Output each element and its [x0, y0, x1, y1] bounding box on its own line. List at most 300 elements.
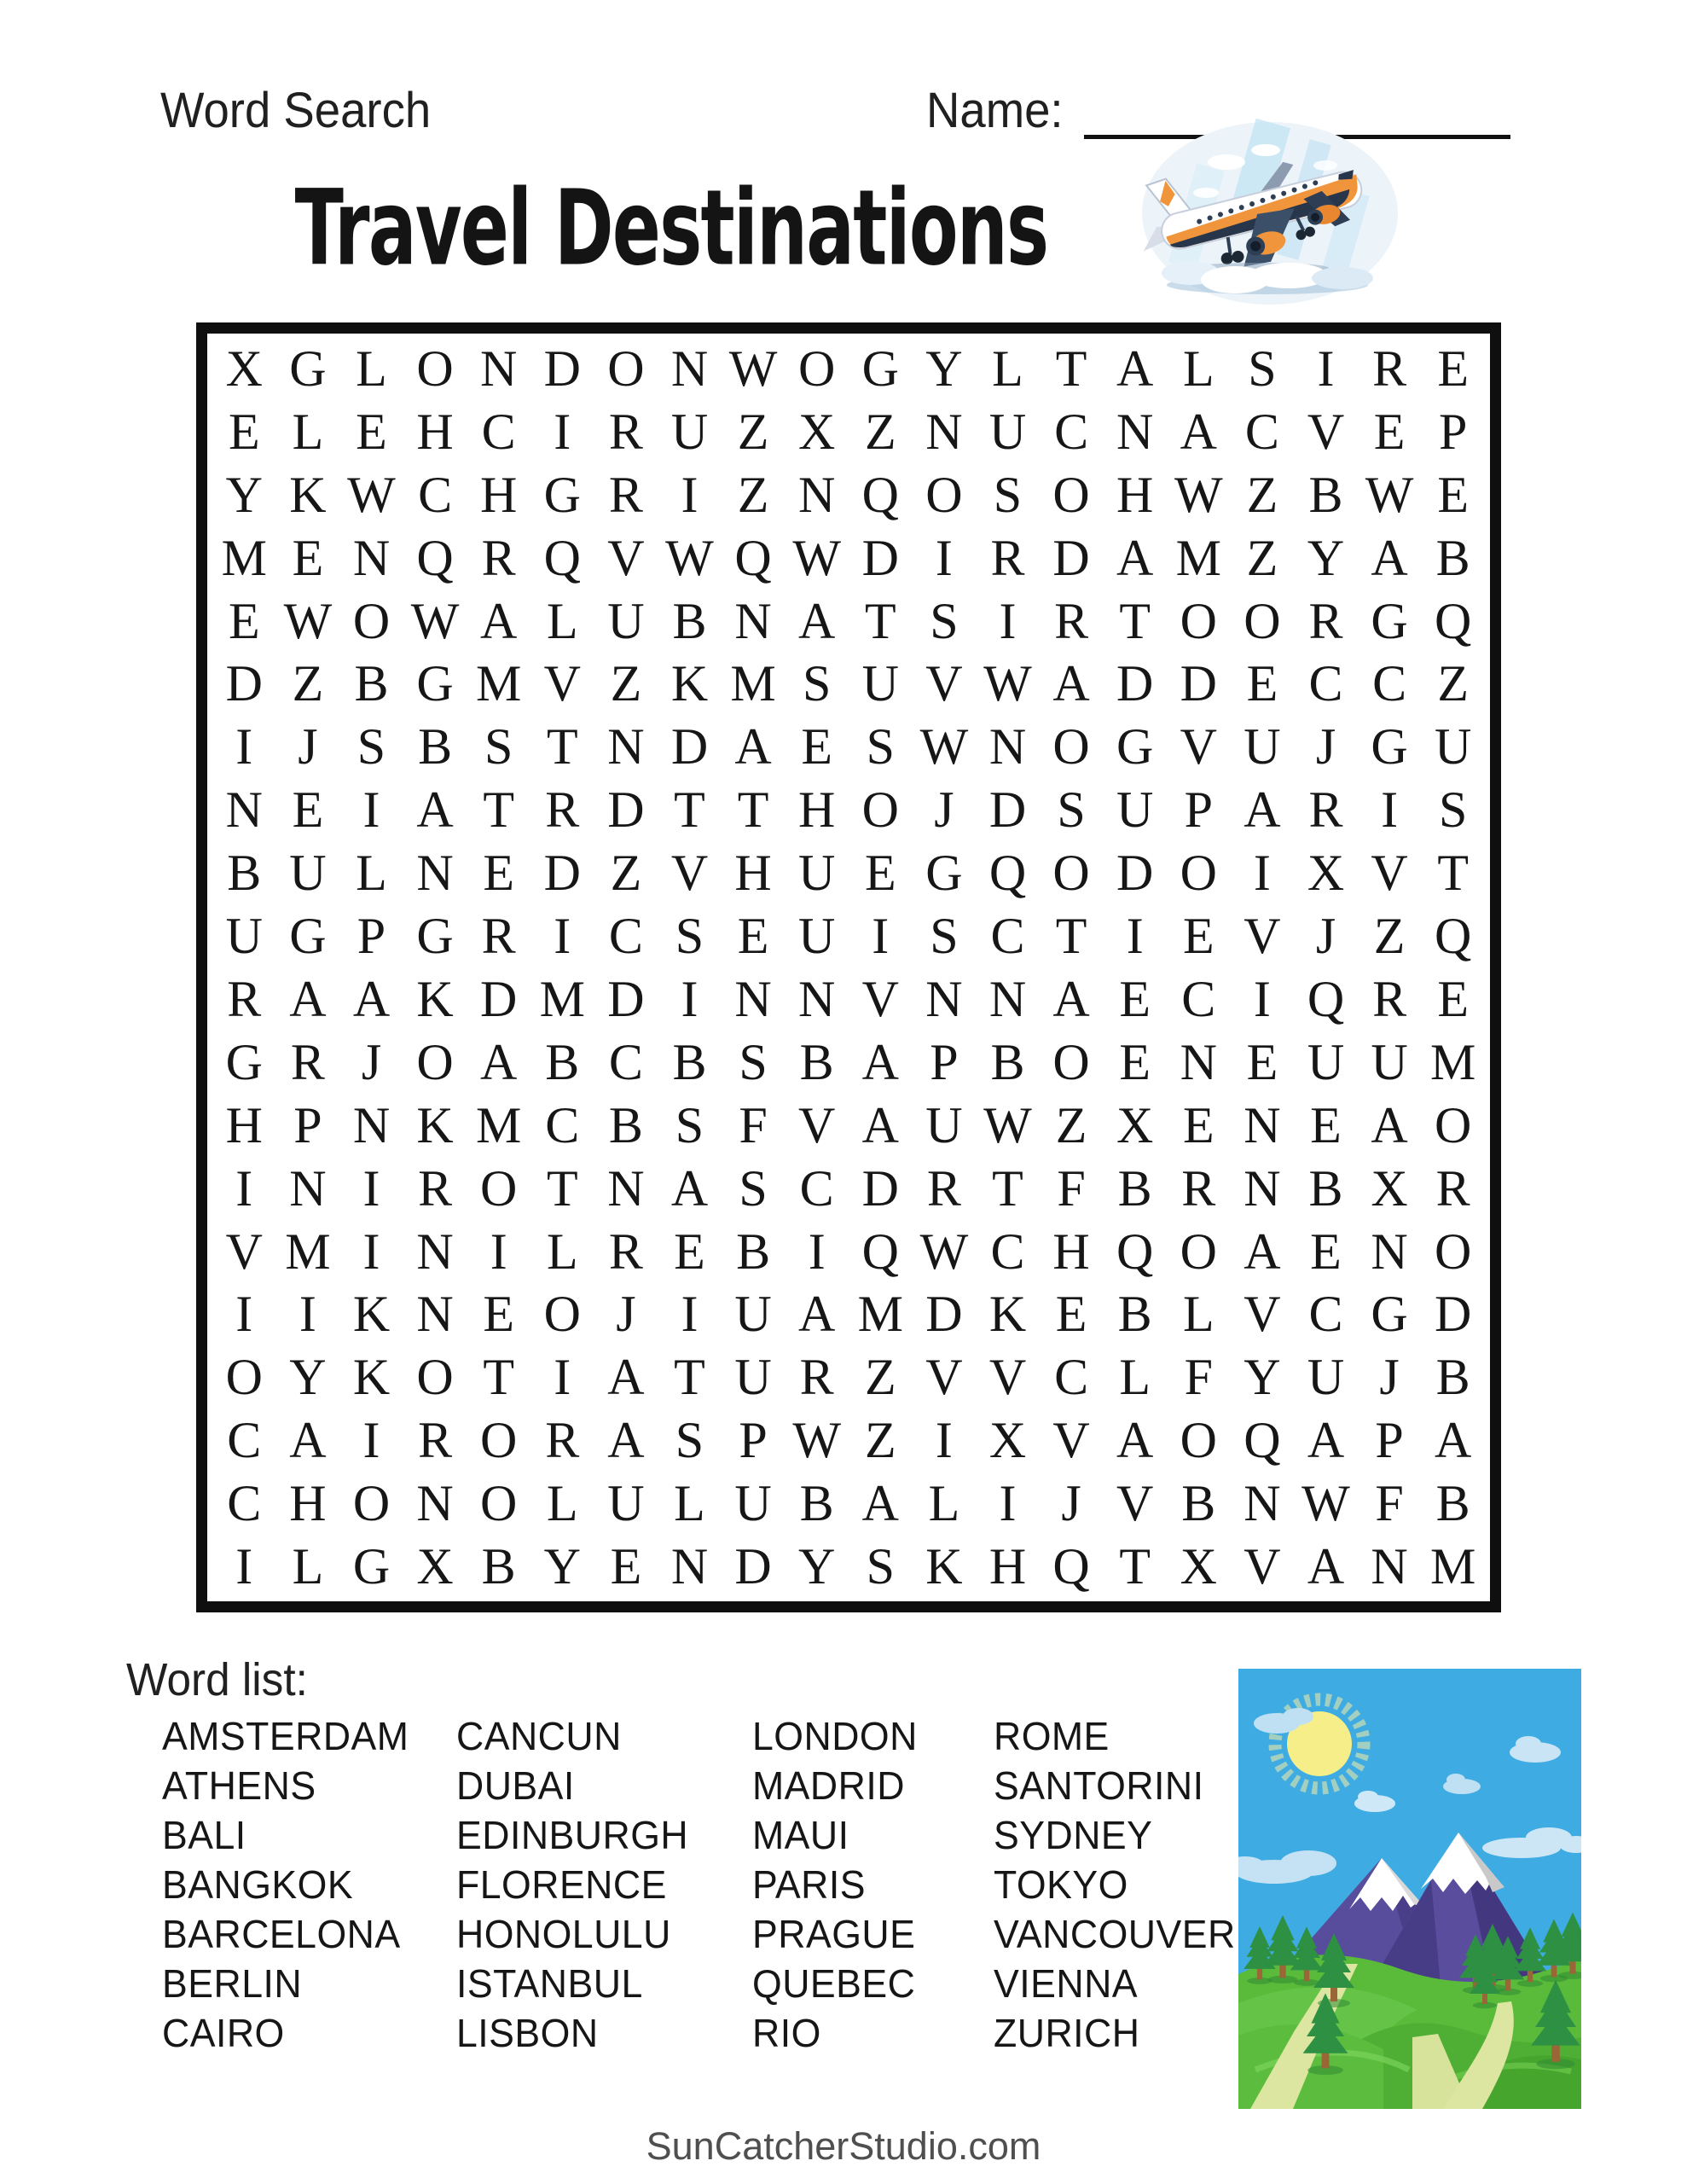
grid-cell: F	[1375, 1475, 1404, 1532]
grid-cell: O	[607, 340, 645, 397]
grid-cell: A	[1435, 1412, 1472, 1469]
grid-cell: A	[798, 592, 836, 649]
grid-cell: A	[480, 592, 518, 649]
grid-cell: T	[1055, 908, 1087, 965]
grid-cell: E	[1182, 908, 1215, 965]
grid-cell: M	[1175, 529, 1221, 586]
grid-cell: I	[235, 1159, 253, 1217]
grid-cell: O	[1435, 1223, 1472, 1280]
grid-cell: E	[1119, 1033, 1151, 1090]
grid-cell: E	[292, 529, 324, 586]
grid-cell: K	[352, 1286, 391, 1343]
grid-cell: K	[352, 1349, 391, 1406]
grid-cell: V	[543, 655, 581, 712]
grid-cell: S	[803, 655, 832, 712]
grid-cell: S	[675, 1412, 704, 1469]
grid-cell: N	[1371, 1223, 1408, 1280]
name-label: Name:	[926, 83, 1064, 138]
grid-cell: L	[674, 1475, 705, 1532]
grid-cell: R	[608, 403, 643, 460]
grid-cell: R	[1181, 1159, 1216, 1217]
grid-cell: G	[861, 340, 899, 397]
grid-cell: U	[798, 908, 836, 965]
grid-cell: C	[990, 908, 1025, 965]
grid-cell: O	[861, 781, 899, 839]
grid-cell: V	[1244, 908, 1281, 965]
grid-cell: M	[285, 1223, 331, 1280]
grid-cell: N	[734, 592, 772, 649]
grid-cell: T	[1119, 592, 1151, 649]
grid-cell: Y	[1244, 1349, 1281, 1406]
grid-cell: R	[1054, 592, 1089, 649]
word-list-item: MAUI	[752, 1813, 849, 1857]
grid-cell: H	[416, 403, 454, 460]
grid-cell: H	[734, 845, 772, 902]
grid-cell: L	[356, 845, 387, 902]
grid-cell: B	[1117, 1286, 1152, 1343]
grid-cell: E	[228, 403, 260, 460]
grid-cell: I	[299, 1286, 316, 1343]
grid-cell: Z	[1246, 466, 1278, 523]
grid-cell: T	[546, 1159, 578, 1217]
grid-cell: Q	[861, 1223, 899, 1280]
grid-cell: Z	[864, 403, 896, 460]
grid-cell: R	[545, 781, 580, 839]
grid-cell: K	[670, 655, 709, 712]
grid-cell: I	[235, 1286, 253, 1343]
grid-cell: A	[352, 970, 391, 1027]
grid-cell: I	[999, 1475, 1017, 1532]
word-list-item: BALI	[162, 1813, 246, 1857]
grid-cell: Z	[737, 466, 769, 523]
grid-cell: A	[416, 781, 454, 839]
grid-cell: I	[808, 1223, 826, 1280]
grid-cell: O	[225, 1349, 263, 1406]
grid-cell: S	[1248, 340, 1277, 397]
word-list-item: CANCUN	[456, 1714, 622, 1758]
grid-cell: V	[1116, 1475, 1154, 1532]
grid-cell: A	[861, 1033, 899, 1090]
grid-cell: A	[1180, 403, 1217, 460]
grid-cell: U	[734, 1286, 772, 1343]
grid-cell: T	[483, 1349, 515, 1406]
grid-cell: B	[608, 1096, 643, 1153]
grid-cell: C	[545, 1096, 580, 1153]
word-list-item: MADRID	[752, 1763, 905, 1808]
grid-cell: L	[292, 403, 324, 460]
word-list-item: LISBON	[456, 2011, 599, 2055]
word-list-item: CAIRO	[162, 2011, 285, 2055]
grid-cell: E	[1310, 1096, 1342, 1153]
grid-cell: A	[1116, 340, 1154, 397]
grid-cell: E	[228, 592, 260, 649]
grid-cell: Z	[1246, 529, 1278, 586]
word-list-column	[162, 1711, 456, 2058]
grid-cell: O	[480, 1159, 518, 1217]
word-list-item: EDINBURGH	[456, 1813, 689, 1857]
grid-cell: O	[1180, 1412, 1217, 1469]
grid-cell: E	[483, 845, 515, 902]
grid-cell: X	[798, 403, 836, 460]
grid-cell: R	[608, 1223, 643, 1280]
grid-cell: T	[864, 592, 896, 649]
grid-cell: O	[543, 1286, 581, 1343]
grid-cell: B	[1181, 1475, 1216, 1532]
word-list-item: VANCOUVER	[994, 1912, 1236, 1956]
grid-cell: W	[410, 592, 460, 649]
grid-cell: W	[1365, 466, 1414, 523]
word-list-item: RIO	[752, 2011, 821, 2055]
grid-cell: E	[1373, 403, 1406, 460]
grid-cell: S	[1439, 781, 1468, 839]
puzzle-title: Travel Destinations	[294, 167, 1048, 289]
grid-cell: I	[554, 403, 571, 460]
grid-cell: A	[1307, 1412, 1345, 1469]
grid-cell: B	[799, 1475, 834, 1532]
grid-cell: H	[289, 1475, 327, 1532]
grid-cell: J	[1315, 908, 1336, 965]
grid-cell: A	[1244, 1223, 1281, 1280]
grid-cell: D	[480, 970, 518, 1027]
grid-cell: F	[739, 1096, 768, 1153]
grid-cell: I	[681, 1286, 699, 1343]
worksheet-type-label: Word Search	[160, 83, 432, 138]
grid-cell: V	[798, 1096, 836, 1153]
word-list-item: ROME	[994, 1714, 1110, 1758]
grid-cell: E	[1119, 970, 1151, 1027]
grid-cell: C	[1372, 655, 1407, 712]
grid-cell: O	[1180, 592, 1217, 649]
grid-cell: Y	[543, 1538, 581, 1595]
grid-cell: W	[792, 529, 841, 586]
grid-cell: D	[861, 529, 899, 586]
grid-cell: E	[292, 781, 324, 839]
grid-cell: Q	[416, 529, 454, 586]
grid-cell: Y	[225, 466, 263, 523]
grid-cell: D	[225, 655, 263, 712]
grid-cell: G	[925, 845, 963, 902]
grid-cell: O	[416, 1033, 454, 1090]
word-list-item: HONOLULU	[456, 1912, 671, 1956]
grid-cell: B	[481, 1538, 516, 1595]
grid-cell: U	[670, 403, 709, 460]
word-list-item: SYDNEY	[994, 1813, 1153, 1857]
grid-cell: R	[1372, 340, 1407, 397]
grid-cell: N	[670, 1538, 709, 1595]
grid-cell: P	[357, 908, 386, 965]
grid-cell: Q	[1435, 592, 1472, 649]
grid-cell: T	[674, 1349, 705, 1406]
grid-cell: G	[352, 1538, 391, 1595]
grid-cell: T	[1119, 1538, 1151, 1595]
grid-cell: H	[1052, 1223, 1090, 1280]
grid-cell: E	[801, 718, 833, 775]
grid-cell: U	[1307, 1349, 1345, 1406]
word-list-label: Word list:	[126, 1654, 308, 1705]
grid-cell: O	[480, 1412, 518, 1469]
grid-cell: V	[861, 970, 899, 1027]
grid-cell: E	[483, 1286, 515, 1343]
grid-cell: V	[607, 529, 645, 586]
grid-cell: O	[925, 466, 963, 523]
grid-cell: L	[356, 340, 387, 397]
grid-cell: N	[925, 970, 963, 1027]
grid-cell: A	[1371, 1096, 1408, 1153]
grid-cell: W	[347, 466, 396, 523]
grid-cell: Q	[988, 845, 1027, 902]
grid-cell: D	[607, 970, 645, 1027]
grid-cell: S	[866, 1538, 895, 1595]
grid-cell: H	[988, 1538, 1027, 1595]
word-list-item: TOKYO	[994, 1862, 1128, 1907]
word-list-item: BANGKOK	[162, 1862, 354, 1907]
grid-cell: B	[418, 718, 453, 775]
grid-cell: C	[1181, 970, 1216, 1027]
grid-cell: S	[739, 1033, 768, 1090]
grid-cell: N	[416, 845, 454, 902]
grid-cell: V	[1307, 403, 1345, 460]
grid-cell: P	[1375, 1412, 1404, 1469]
grid-cell: N	[1180, 1033, 1217, 1090]
grid-cell: M	[1430, 1538, 1476, 1595]
word-list-item: BARCELONA	[162, 1912, 401, 1956]
grid-cell: C	[990, 1223, 1025, 1280]
grid-cell: I	[681, 970, 699, 1027]
grid-cell: P	[739, 1412, 768, 1469]
grid-cell: U	[861, 655, 899, 712]
grid-cell: A	[861, 1096, 899, 1153]
grid-cell: C	[481, 403, 516, 460]
grid-cell: K	[416, 970, 454, 1027]
grid-cell: B	[1435, 1475, 1470, 1532]
grid-cell: D	[1052, 529, 1090, 586]
grid-cell: I	[681, 466, 699, 523]
grid-cell: X	[416, 1538, 454, 1595]
grid-cell: D	[670, 718, 709, 775]
grid-cell: S	[930, 908, 959, 965]
grid-cell: B	[1435, 529, 1470, 586]
grid-cell: E	[1310, 1223, 1342, 1280]
grid-cell: T	[992, 1159, 1023, 1217]
grid-cell: L	[1119, 1349, 1151, 1406]
grid-cell: O	[1180, 845, 1217, 902]
grid-cell: W	[665, 529, 714, 586]
grid-cell: W	[919, 718, 969, 775]
word-list-item: PARIS	[752, 1862, 867, 1907]
grid-cell: E	[356, 403, 387, 460]
word-list-column	[752, 1711, 994, 2058]
grid-cell: D	[1116, 845, 1154, 902]
grid-cell: H	[225, 1096, 263, 1153]
grid-cell: C	[608, 908, 643, 965]
grid-cell: U	[1244, 718, 1281, 775]
grid-cell: O	[416, 1349, 454, 1406]
grid-cell: O	[1244, 592, 1281, 649]
grid-cell: U	[988, 403, 1027, 460]
grid-cell: Q	[734, 529, 772, 586]
grid-cell: B	[672, 592, 707, 649]
grid-cell: X	[1307, 845, 1345, 902]
grid-cell: B	[799, 1033, 834, 1090]
grid-cell: Y	[289, 1349, 327, 1406]
grid-cell: I	[362, 1223, 380, 1280]
grid-cell: K	[289, 466, 327, 523]
grid-cell: T	[674, 781, 705, 839]
grid-cell: I	[235, 718, 253, 775]
grid-cell: R	[1308, 781, 1343, 839]
grid-cell: N	[670, 340, 709, 397]
grid-cell: B	[672, 1033, 707, 1090]
grid-cell: B	[990, 1033, 1025, 1090]
word-list-column	[456, 1711, 752, 2058]
grid-cell: Z	[864, 1412, 896, 1469]
grid-cell: I	[362, 1159, 380, 1217]
grid-cell: V	[1052, 1412, 1090, 1469]
word-list-item: DUBAI	[456, 1763, 575, 1808]
grid-cell: O	[1435, 1096, 1472, 1153]
grid-cell: V	[925, 655, 963, 712]
grid-cell: U	[798, 845, 836, 902]
grid-cell: O	[1052, 845, 1090, 902]
grid-cell: I	[935, 1412, 953, 1469]
grid-cell: E	[864, 845, 896, 902]
word-list-item: LONDON	[752, 1714, 918, 1758]
grid-cell: T	[1437, 845, 1470, 902]
grid-cell: X	[988, 1412, 1027, 1469]
grid-cell: N	[925, 403, 963, 460]
grid-cell: R	[926, 1159, 961, 1217]
grid-cell: H	[480, 466, 518, 523]
grid-cell: A	[480, 1033, 518, 1090]
grid-cell: E	[1246, 655, 1278, 712]
grid-cell: T	[483, 781, 515, 839]
word-list-item: ZURICH	[994, 2011, 1140, 2055]
grid-cell: T	[546, 718, 578, 775]
grid-cell: G	[1116, 718, 1154, 775]
grid-cell: S	[357, 718, 386, 775]
grid-cell: D	[861, 1159, 899, 1217]
grid-cell: I	[1253, 970, 1271, 1027]
grid-cell: N	[798, 970, 836, 1027]
grid-cell: X	[225, 340, 263, 397]
grid-cell: D	[734, 1538, 772, 1595]
grid-cell: E	[1246, 1033, 1278, 1090]
grid-cell: N	[1371, 1538, 1408, 1595]
grid-cell: D	[925, 1286, 963, 1343]
grid-cell: A	[1052, 970, 1090, 1027]
grid-cell: E	[737, 908, 769, 965]
grid-cell: E	[610, 1538, 642, 1595]
grid-cell: A	[1116, 529, 1154, 586]
grid-cell: U	[925, 1096, 963, 1153]
grid-cell: N	[416, 1475, 454, 1532]
grid-cell: L	[1182, 340, 1215, 397]
grid-cell: G	[416, 655, 454, 712]
grid-cell: Y	[798, 1538, 836, 1595]
grid-cell: N	[416, 1223, 454, 1280]
grid-cell: G	[289, 340, 327, 397]
grid-cell: N	[988, 970, 1027, 1027]
grid-cell: H	[1116, 466, 1154, 523]
grid-cell: C	[1244, 403, 1279, 460]
word-list-item: QUEBEC	[752, 1961, 916, 2006]
grid-cell: N	[416, 1286, 454, 1343]
grid-cell: K	[925, 1538, 963, 1595]
word-list-item: ATHENS	[162, 1763, 316, 1808]
grid-cell: Z	[1373, 908, 1406, 965]
grid-cell: A	[289, 1412, 327, 1469]
grid-cell: O	[416, 340, 454, 397]
grid-cell: G	[1371, 1286, 1408, 1343]
grid-cell: U	[734, 1349, 772, 1406]
grid-cell: M	[476, 1096, 522, 1153]
grid-cell: A	[289, 970, 327, 1027]
grid-cell: J	[361, 1033, 382, 1090]
grid-cell: M	[730, 655, 776, 712]
grid-cell: V	[225, 1223, 263, 1280]
grid-cell: R	[1372, 970, 1407, 1027]
grid-cell: Z	[737, 403, 769, 460]
grid-cell: N	[289, 1159, 327, 1217]
grid-cell: B	[354, 655, 389, 712]
grid-cell: S	[484, 718, 513, 775]
grid-cell: O	[798, 340, 836, 397]
word-list-column	[994, 1711, 1243, 2058]
grid-cell: W	[983, 1096, 1032, 1153]
grid-cell: Z	[610, 655, 642, 712]
grid-cell: G	[543, 466, 581, 523]
grid-cell: E	[1182, 1096, 1215, 1153]
grid-cell: M	[221, 529, 267, 586]
word-list-item: FLORENCE	[456, 1862, 667, 1907]
grid-cell: R	[290, 1033, 325, 1090]
grid-cell: B	[1308, 466, 1343, 523]
grid-cell: I	[1317, 340, 1335, 397]
grid-cell: G	[1371, 718, 1408, 775]
grid-cell: O	[1180, 1223, 1217, 1280]
grid-cell: V	[1244, 1538, 1281, 1595]
grid-cell: V	[1371, 845, 1408, 902]
grid-cell: I	[554, 908, 571, 965]
grid-cell: U	[1307, 1033, 1345, 1090]
grid-cell: I	[362, 1412, 380, 1469]
grid-cell: O	[480, 1475, 518, 1532]
grid-cell: J	[1379, 1349, 1400, 1406]
grid-cell: E	[1437, 340, 1470, 397]
letter-grid	[196, 322, 1501, 1612]
grid-cell: X	[1371, 1159, 1408, 1217]
grid-cell: E	[674, 1223, 705, 1280]
grid-cell: A	[607, 1412, 645, 1469]
grid-cell: Q	[543, 529, 581, 586]
grid-cell: P	[293, 1096, 322, 1153]
word-list-item: BERLIN	[162, 1961, 303, 2006]
grid-cell: L	[546, 1475, 578, 1532]
grid-cell: B	[736, 1223, 771, 1280]
grid-cell: U	[734, 1475, 772, 1532]
grid-cell: C	[608, 1033, 643, 1090]
grid-cell: A	[798, 1286, 836, 1343]
grid-cell: O	[1052, 466, 1090, 523]
grid-cell: P	[1439, 403, 1468, 460]
grid-cell: F	[1184, 1349, 1213, 1406]
grid-cell: Z	[1437, 655, 1470, 712]
grid-cell: X	[1180, 1538, 1217, 1595]
grid-cell: O	[352, 1475, 391, 1532]
grid-cell: A	[861, 1475, 899, 1532]
grid-cell: G	[225, 1033, 263, 1090]
grid-cell: N	[734, 970, 772, 1027]
